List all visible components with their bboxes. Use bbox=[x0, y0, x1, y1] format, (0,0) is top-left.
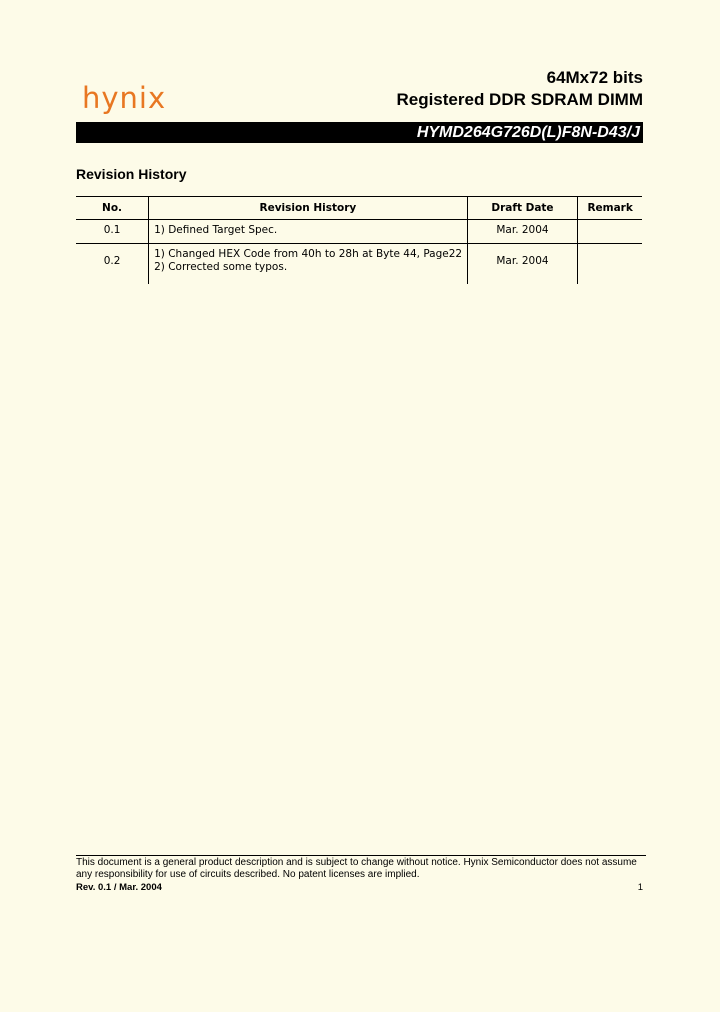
revision-history-table bbox=[76, 196, 642, 284]
footer-divider bbox=[76, 855, 646, 856]
header-revision-history: Revision History bbox=[149, 197, 468, 220]
header-draft-date: Draft Date bbox=[467, 197, 578, 220]
row-remark bbox=[578, 220, 642, 244]
product-type-title: Registered DDR SDRAM DIMM bbox=[396, 90, 643, 109]
footer-disclaimer: This document is a general product description and is subject to change without notice. Hynix Semiconductor does not assume any responsibility for use of circuits described. No patent licenses are implied. bbox=[76, 857, 637, 880]
part-number-bar bbox=[76, 122, 643, 143]
row-remark bbox=[578, 244, 642, 285]
table-row bbox=[76, 220, 642, 244]
table-header-row bbox=[76, 197, 642, 220]
header-remark: Remark bbox=[578, 197, 642, 220]
section-title: Revision History bbox=[76, 166, 187, 182]
row-history: 1) Defined Target Spec. bbox=[149, 220, 468, 244]
row-no: 0.2 bbox=[76, 244, 149, 285]
product-density-title: 64Mx72 bits bbox=[546, 68, 643, 87]
page-number: 1 bbox=[637, 882, 643, 893]
row-date: Mar. 2004 bbox=[467, 220, 578, 244]
row-history bbox=[149, 244, 468, 285]
part-number: HYMD264G726D(L)F8N-D43/J bbox=[416, 124, 640, 141]
header-no: No. bbox=[76, 197, 149, 220]
row-no: 0.1 bbox=[76, 220, 149, 244]
row-date: Mar. 2004 bbox=[467, 244, 578, 285]
history-line: 2) Corrected some typos. bbox=[154, 261, 288, 273]
hynix-logo: hynix bbox=[82, 81, 167, 115]
table-row bbox=[76, 244, 642, 285]
history-line: 1) Changed HEX Code from 40h to 28h at Byte 44, Page22 bbox=[154, 248, 463, 260]
footer-revision: Rev. 0.1 / Mar. 2004 bbox=[76, 882, 162, 893]
